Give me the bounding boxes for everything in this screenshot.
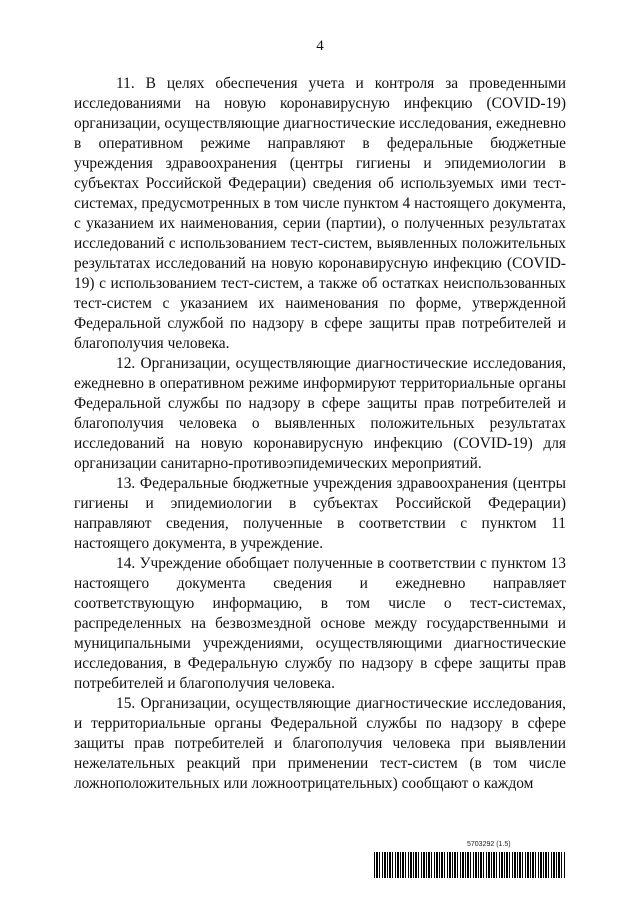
document-code: 5703292 (1.5): [467, 841, 511, 848]
document-body: [74, 74, 566, 794]
page-number: 4: [316, 38, 324, 54]
paragraph-13: 13. Федеральные бюджетные учреждения здравоохранения (центры гигиены и эпидемиологии в субъектах Российской Федерации) направляют сведения, полученные в соответствии с пунктом 11 настоящего документа, в учреждение.: [74, 475, 566, 552]
paragraph-12: 12. Организации, осуществляющие диагностические исследования, ежедневно в оперативном режиме информируют территориальные органы Федеральной службы по надзору в сфере защиты прав потребителей и благополучия человека о выявленных положительных результатах исследований на новую коронавирусную инфекцию (COVID-19) для организации санитарно-противоэпидемических мероприятий.: [74, 355, 566, 472]
barcode-icon: [374, 852, 566, 878]
paragraph-11: 11. В целях обеспечения учета и контроля за проведенными исследованиями на новую коронавирусную инфекцию (COVID-19) организации, осуществляющие диагностические исследования, ежедневно в оперативном режиме направляют в федеральные бюджетные учреждения здравоохранения (центры гигиены и эпидемиологии в субъектах Российской Федерации) сведения об используемых ими тест-системах, предусмотренных в том числе пунктом 4 настоящего документа, с указанием их наименования, серии (партии), о полученных результатах исследований с использованием тест-систем, выявленных положительных результатах исследований на новую коронавирусную инфекцию (COVID-19) с использованием тест-систем, а также об остатках неиспользованных тест-систем с указанием их наименования по форме, утвержденной Федеральной службой по надзору в сфере защиты прав потребителей и благополучия человека.: [74, 75, 566, 352]
paragraph-14: 14. Учреждение обобщает полученные в соответствии с пунктом 13 настоящего документа сведения и ежедневно направляет соответствующую информацию, в том числе о тест-системах, распределенных на безвозмездной основе между государственными и муниципальными учреждениями, осуществляющими диагностические исследования, в Федеральную службу по надзору в сфере защиты прав потребителей и благополучия человека.: [74, 555, 566, 692]
paragraph-15: 15. Организации, осуществляющие диагностические исследования, и территориальные органы Федеральной службы по надзору в сфере защиты прав потребителей и благополучия человека при выявлении нежелательных реакций при применении тест-систем (в том числе ложноположительных или ложноотрицательных) сообщают о каждом: [74, 695, 566, 792]
